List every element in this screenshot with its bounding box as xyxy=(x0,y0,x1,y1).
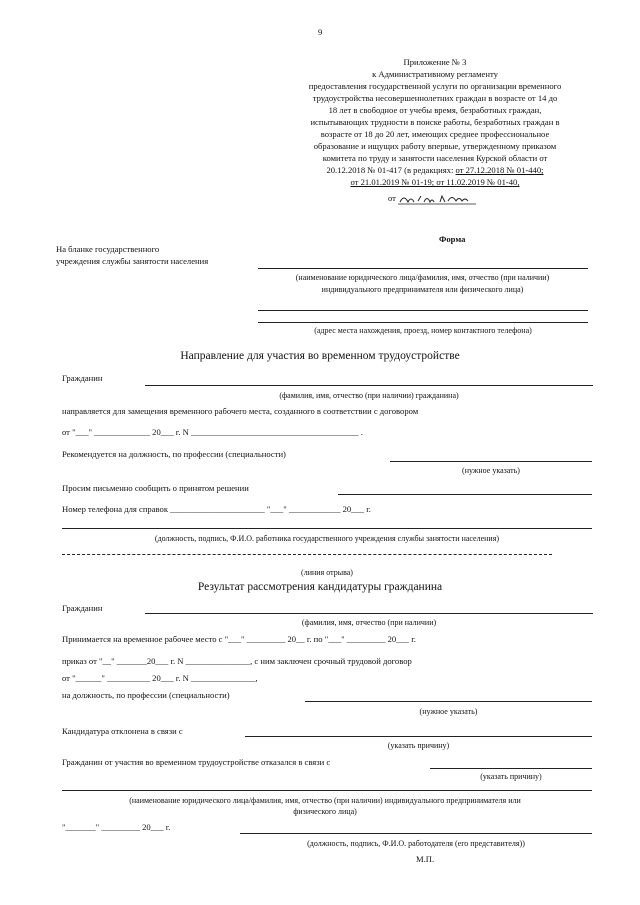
caption-citizen-fio: (фамилия, имя, отчество (при наличии) гражданина) xyxy=(279,391,459,400)
appendix-line: образование и ищущих работу впервые, утвержденному приказом xyxy=(313,141,557,151)
employer-address-line[interactable] xyxy=(258,322,588,323)
caption-tear-line: (линия отрыва) xyxy=(301,568,353,577)
caption-employer-name-bottom: (наименование юридического лица/фамилия, имя, отчество (при наличии) индивидуального предпринимателя или xyxy=(129,796,521,805)
appendix-line: трудоустройства несовершеннолетних граждан в возрасте от 14 до xyxy=(312,93,558,103)
referral-title: Направление для участия во временном трудоустройстве xyxy=(180,350,460,362)
referral-recommended: Рекомендуется на должность, по профессии (специальности) xyxy=(62,449,286,459)
letterhead-line: учреждения службы занятости населения xyxy=(56,256,209,266)
form-label: Форма xyxy=(439,234,466,244)
referral-phone: Номер телефона для справок ______________________ "___" ____________ 20___ г. xyxy=(62,504,371,514)
appendix-line: Приложение № 3 xyxy=(403,57,467,67)
caption-address: (адрес места нахождения, проезд, номер контактного телефона) xyxy=(314,326,532,335)
result-rejected: Кандидатура отклонена в связи с xyxy=(62,726,183,736)
employer-address-line[interactable] xyxy=(258,310,588,311)
employer-sign-line[interactable] xyxy=(240,833,592,834)
position-line[interactable] xyxy=(390,461,592,462)
caption-reason-2: (указать причину) xyxy=(480,772,542,781)
result-position: на должность, по профессии (специальности) xyxy=(62,690,230,700)
caption-official-sign: (должность, подпись, Ф.И.О. работника государственного учреждения службы занятости населения) xyxy=(154,534,500,543)
appendix-line-redactions: 20.12.2018 № 01-417 (в редакциях: от 27.12.2018 № 01-440; xyxy=(326,165,544,175)
employer-name-bottom-line[interactable] xyxy=(62,790,592,791)
referral-please-inform: Просим письменно сообщить о принятом решении xyxy=(62,483,249,493)
appendix-line: возрасте от 18 до 20 лет, имеющих среднее профессиональное xyxy=(320,129,550,139)
refusal-reason-line[interactable] xyxy=(430,768,592,769)
appendix-line-redactions-2: от 21.01.2019 № 01-19; от 11.02.2019 № 01-40, xyxy=(350,177,520,187)
official-sign-line[interactable] xyxy=(62,528,592,529)
handwritten-date-signature-icon xyxy=(398,192,476,206)
caption-employer-name-bottom: физического лица) xyxy=(293,807,357,816)
result-order: приказ от "__" _______20___ г. N _______________, с ним заключен срочный трудовой договор xyxy=(62,656,412,666)
citizen-fio-line[interactable] xyxy=(145,385,593,386)
result-from: от "______" __________ 20___ г. N _______________, xyxy=(62,673,258,683)
result-title: Результат рассмотрения кандидатуры гражданина xyxy=(197,581,443,593)
caption-employer-name: (наименование юридического лица/фамилия, имя, отчество (при наличии) xyxy=(295,273,550,282)
caption-specify: (нужное указать) xyxy=(462,466,520,475)
tear-line xyxy=(62,554,552,555)
employer-name-line[interactable] xyxy=(258,268,588,269)
appendix-line-handwritten: от xyxy=(388,192,476,206)
rejection-reason-line[interactable] xyxy=(245,736,592,737)
caption-employer-name: индивидуального предпринимателя или физического лица) xyxy=(321,285,524,294)
referral-sent-for: направляется для замещения временного рабочего места, созданного в соответствии с договором xyxy=(62,406,419,416)
appendix-line: предоставления государственной услуги по организации временного xyxy=(308,81,562,91)
appendix-line: к Административному регламенту xyxy=(372,69,498,79)
result-fio-line[interactable] xyxy=(145,613,593,614)
letterhead-line: На бланке государственного xyxy=(56,244,160,254)
caption-reason: (указать причину) xyxy=(387,741,450,750)
referral-contract-from: от "___" _____________ 20___ г. N _______________________________________ . xyxy=(62,427,363,437)
caption-employer-sign: (должность, подпись, Ф.И.О. работодателя (его представителя)) xyxy=(307,839,525,848)
page-number: 9 xyxy=(318,27,323,37)
result-position-line[interactable] xyxy=(305,701,592,702)
caption-specify-2: (нужное указать) xyxy=(419,707,478,716)
result-refused: Гражданин от участия во временном трудоустройстве отказался в связи с xyxy=(62,757,331,767)
decision-line[interactable] xyxy=(338,494,592,495)
result-date: "_______" _________ 20___ г. xyxy=(62,822,171,832)
result-accepted: Принимается на временное рабочее место с "___" _________ 20__ г. по "___" _________ 20___ г. xyxy=(62,634,416,644)
result-citizen-label: Гражданин xyxy=(62,603,103,613)
appendix-line: испытывающих трудности в поиске работы, безработных граждан в xyxy=(310,117,560,127)
referral-citizen-label: Гражданин xyxy=(62,373,103,383)
appendix-line: 18 лет в свободное от учебы время, безработных граждан, xyxy=(328,105,542,115)
stamp-label: М.П. xyxy=(416,854,435,864)
caption-fio: (фамилия, имя, отчество (при наличии) xyxy=(301,618,437,627)
appendix-line: комитета по труду и занятости населения Курской области от xyxy=(322,153,548,163)
